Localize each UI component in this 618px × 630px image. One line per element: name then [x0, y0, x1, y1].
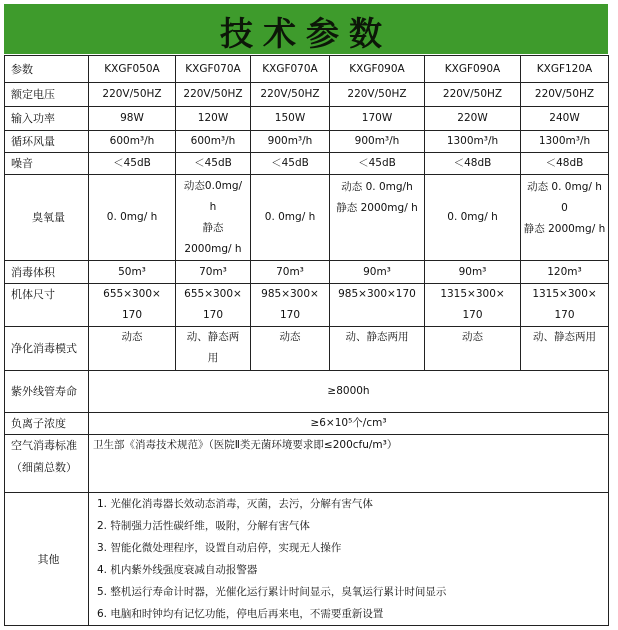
cell-value: 220V/50HZ: [330, 83, 425, 107]
table-row-header: [5, 56, 609, 83]
row-label: 净化消毒模式: [5, 327, 89, 371]
table-row-noise: [5, 153, 609, 175]
cell-line: 用: [207, 352, 219, 364]
cell-value: [176, 175, 251, 261]
cell-value: [330, 175, 425, 261]
table-row-other: [5, 493, 609, 626]
cell-value: 600m³/h: [176, 131, 251, 153]
cell-line: 动态 0. 0mg/ h: [527, 181, 602, 193]
cell-line: 动态: [121, 331, 143, 343]
cell-value: 900m³/h: [251, 131, 330, 153]
table-row-ion: [5, 413, 609, 435]
cell-line: 170: [554, 309, 575, 321]
list-item: 2. 特制强力活性碳纤维，吸附，分解有害气体: [97, 520, 310, 532]
cell-line: 985×300×: [261, 288, 319, 300]
cell-value: [425, 327, 521, 371]
cell-value: 900m³/h: [330, 131, 425, 153]
row-label: 消毒体积: [5, 261, 89, 284]
list-item: 6. 电脑和时钟均有记忆功能，停电后再来电，不需要重新设置: [97, 608, 384, 620]
model-name: KXGF090A: [425, 56, 521, 83]
row-label: 机体尺寸: [5, 284, 89, 327]
cell-line: 静态 2000mg/ h: [336, 202, 418, 214]
cell-value: 70m³: [251, 261, 330, 284]
cell-line: h: [209, 200, 217, 213]
table-row-size: [5, 284, 609, 327]
list-item: 5. 整机运行寿命计时器，光催化运行累计时间显示，臭氧运行累计时间显示: [97, 586, 447, 598]
cell-value: [521, 327, 609, 371]
model-name: KXGF070A: [176, 56, 251, 83]
table-row-standard: [5, 435, 609, 493]
cell-value: ＜45dB: [251, 153, 330, 175]
cell-value: [251, 327, 330, 371]
model-name: KXGF050A: [89, 56, 176, 83]
cell-value: [89, 284, 176, 327]
cell-value: [425, 284, 521, 327]
cell-line: 1315×300×: [532, 288, 597, 300]
cell-value: [251, 284, 330, 327]
cell-line: 985×300×170: [338, 288, 416, 300]
cell-line: 动态: [279, 331, 301, 343]
cell-value: 170W: [330, 107, 425, 131]
cell-value: 240W: [521, 107, 609, 131]
cell-value: 120W: [176, 107, 251, 131]
table-row-power: [5, 107, 609, 131]
spec-table: [4, 55, 609, 626]
cell-value: 0. 0mg/ h: [89, 175, 176, 261]
cell-value: [176, 327, 251, 371]
cell-value: 90m³: [330, 261, 425, 284]
cell-value: 600m³/h: [89, 131, 176, 153]
table-row-ozone: [5, 175, 609, 261]
row-label: 负离子浓度: [5, 413, 89, 435]
cell-value: ＜45dB: [330, 153, 425, 175]
cell-value: ＜45dB: [176, 153, 251, 175]
cell-line: 170: [121, 309, 143, 321]
row-label: 紫外线管寿命: [5, 371, 89, 413]
param-header-label: 参数: [5, 56, 89, 83]
row-label: 其他: [5, 493, 89, 626]
cell-line: 动态: [462, 331, 483, 343]
row-label: 额定电压: [5, 83, 89, 107]
cell-line: 170: [279, 309, 301, 321]
cell-line: 655×300×: [103, 288, 161, 300]
title-banner: [4, 4, 608, 54]
model-name: KXGF070A: [251, 56, 330, 83]
row-label: 臭氧量: [5, 175, 89, 261]
page-title: 技术参数: [220, 14, 392, 53]
cell-line: 170: [202, 309, 224, 321]
cell-line: 动、静态两: [186, 331, 240, 343]
cell-value: 50m³: [89, 261, 176, 284]
cell-value: [521, 284, 609, 327]
list-item: 1. 光催化消毒器长效动态消毒，灭菌，去污，分解有害气体: [97, 498, 373, 510]
cell-value: 220V/50HZ: [251, 83, 330, 107]
cell-value: 0. 0mg/ h: [425, 175, 521, 261]
table-row-volume: [5, 261, 609, 284]
cell-value: [89, 327, 176, 371]
cell-value: [89, 493, 609, 626]
cell-value: 220V/50HZ: [176, 83, 251, 107]
row-label: 噪音: [5, 153, 89, 175]
cell-value: [330, 284, 425, 327]
cell-value: 98W: [89, 107, 176, 131]
cell-line: 动态 0. 0mg/h: [341, 181, 413, 193]
cell-value: 0. 0mg/ h: [251, 175, 330, 261]
cell-line: 动、静态两用: [533, 331, 596, 343]
cell-value: 1300m³/h: [521, 131, 609, 153]
cell-value: 90m³: [425, 261, 521, 284]
cell-line: 动态0.0mg/: [183, 179, 243, 192]
row-label: 输入功率: [5, 107, 89, 131]
cell-value: 220V/50HZ: [521, 83, 609, 107]
table-row-uv-life: [5, 371, 609, 413]
cell-value: [176, 284, 251, 327]
cell-value: ＜48dB: [521, 153, 609, 175]
cell-line: 静态: [202, 221, 224, 234]
cell-value: 70m³: [176, 261, 251, 284]
list-item: 3. 智能化微处理程序，设置自动启停，实现无人操作: [97, 542, 342, 554]
row-label: 空气消毒标准（细菌总数）: [5, 435, 89, 493]
model-name: KXGF090A: [330, 56, 425, 83]
row-label: 循环风量: [5, 131, 89, 153]
table-row-mode: [5, 327, 609, 371]
cell-line: 动、静态两用: [345, 331, 409, 343]
cell-value: [521, 175, 609, 261]
cell-value: 卫生部《消毒技术规范》（医院Ⅱ类无菌环境要求即≤200cfu/m³）: [89, 435, 609, 493]
cell-value: ≥6×10⁵个/cm³: [89, 413, 609, 435]
cell-value: 150W: [251, 107, 330, 131]
cell-line: 170: [462, 309, 483, 321]
cell-line: 655×300×: [184, 288, 242, 300]
cell-value: 220V/50HZ: [89, 83, 176, 107]
cell-line: 静态 2000mg/ h: [523, 223, 606, 235]
cell-value: 120m³: [521, 261, 609, 284]
cell-value: ≥8000h: [89, 371, 609, 413]
cell-value: [330, 327, 425, 371]
cell-line: 2000mg/ h: [184, 242, 242, 255]
cell-value: ＜48dB: [425, 153, 521, 175]
cell-line: 1315×300×: [440, 288, 505, 300]
cell-value: 220V/50HZ: [425, 83, 521, 107]
list-item: 4. 机内紫外线强度衰减自动报警器: [97, 564, 258, 576]
table-row-voltage: [5, 83, 609, 107]
cell-value: ＜45dB: [89, 153, 176, 175]
model-name: KXGF120A: [521, 56, 609, 83]
cell-value: 220W: [425, 107, 521, 131]
table-row-airflow: [5, 131, 609, 153]
cell-value: 1300m³/h: [425, 131, 521, 153]
cell-line: 0: [561, 202, 568, 214]
